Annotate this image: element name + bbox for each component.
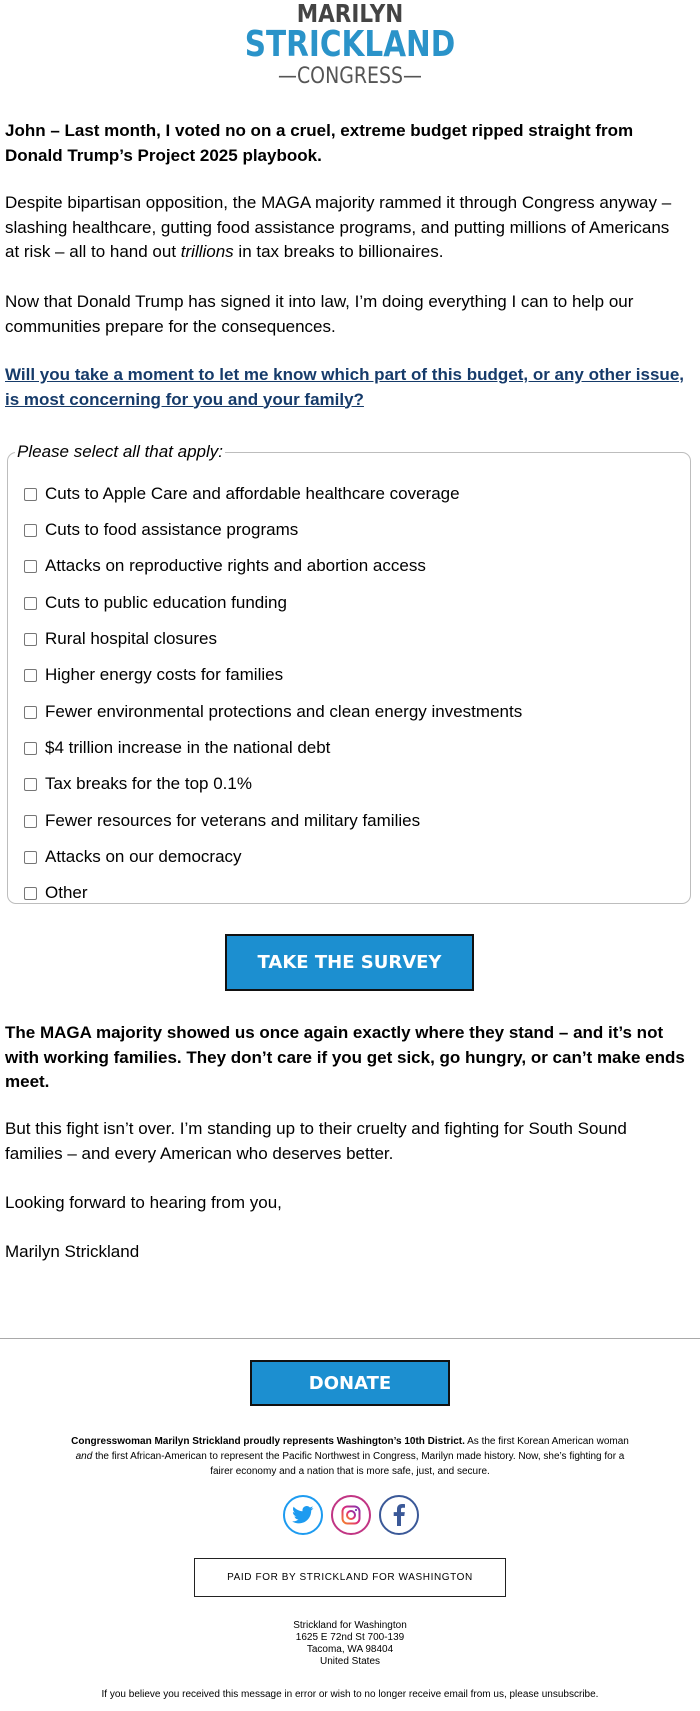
paragraph-bold-2 <box>5 1021 685 1095</box>
logo-line-1: MARILYN <box>296 0 404 28</box>
option-democracy[interactable] <box>24 845 242 869</box>
take-survey-button[interactable]: TAKE THE SURVEY <box>225 934 474 991</box>
unsubscribe-text[interactable]: If you believe you received this message in error or wish to no longer receive email from us, please unsubscribe. <box>101 1689 599 1700</box>
checkbox[interactable] <box>24 488 37 501</box>
address-line-1: Strickland for Washington <box>293 1620 407 1631</box>
option-public-education[interactable] <box>24 591 287 615</box>
checkbox[interactable] <box>24 742 37 755</box>
checkbox[interactable] <box>24 560 37 573</box>
option-label: Fewer resources for veterans and military families <box>45 811 421 830</box>
checkbox[interactable] <box>24 851 37 864</box>
about-part-1: As the first Korean American woman <box>464 1436 629 1447</box>
checkbox[interactable] <box>24 815 37 828</box>
survey-legend: Please select all that apply: <box>17 442 224 461</box>
checkbox[interactable] <box>24 669 37 682</box>
option-label: Fewer environmental protections and clean energy investments <box>45 702 523 721</box>
address-line-3: Tacoma, WA 98404 <box>306 1644 394 1655</box>
paragraph-6: Looking forward to hearing from you, <box>5 1193 282 1212</box>
logo <box>0 0 700 92</box>
paragraph-5: But this fight isn’t over. I’m standing up to their cruelty and fighting for South Sound families – and every American who deserves better. <box>5 1119 627 1163</box>
option-label: Other <box>45 883 88 902</box>
about-emphasis: and <box>75 1451 93 1462</box>
twitter-icon <box>292 1506 314 1524</box>
option-apple-care[interactable] <box>24 482 460 506</box>
option-food-assistance[interactable] <box>24 518 298 542</box>
option-rural-hospitals[interactable] <box>24 627 217 651</box>
option-label: Rural hospital closures <box>45 629 217 648</box>
option-veterans[interactable] <box>24 809 420 833</box>
donate-button[interactable]: DONATE <box>250 1360 450 1406</box>
instagram-icon <box>341 1505 361 1525</box>
logo-line-2: STRICKLAND <box>244 24 456 65</box>
option-other[interactable] <box>24 881 88 905</box>
signature: Marilyn Strickland <box>5 1242 140 1261</box>
paid-for-box: PAID FOR BY STRICKLAND FOR WASHINGTON <box>194 1558 506 1597</box>
option-energy-costs[interactable] <box>24 663 283 687</box>
paragraph-2-text: Despite bipartisan opposition, the MAGA majority rammed it through Congress anyway – slashing healthcare, gutting food assistance programs, and putting millions of Americans at risk – all to hand out <box>5 193 672 261</box>
checkbox[interactable] <box>24 706 37 719</box>
instagram-link[interactable] <box>331 1495 371 1535</box>
paragraph-3: Now that Donald Trump has signed it into law, I’m doing everything I can to help our communities prepare for the consequences. <box>5 292 634 336</box>
option-label: Tax breaks for the top 0.1% <box>45 774 252 793</box>
option-label: $4 trillion increase in the national debt <box>45 738 331 757</box>
facebook-link[interactable] <box>379 1495 419 1535</box>
option-reproductive-rights[interactable] <box>24 554 426 578</box>
checkbox[interactable] <box>24 778 37 791</box>
paragraph-bold-2-text: The MAGA majority showed us once again exactly where they stand – and it’s not with working families. They don’t care if you get sick, go hungry, or can’t make ends meet. <box>5 1023 685 1091</box>
checkbox[interactable] <box>24 887 37 900</box>
logo-line-3: —CONGRESS— <box>278 64 422 89</box>
option-label: Attacks on reproductive rights and abortion access <box>45 556 426 575</box>
about-part-2: the first African-American to represent the Pacific Northwest in Congress, Marilyn made history. Now, she’s fighting for a fairer economy and a nation that is more safe, just, and secure. <box>92 1451 625 1477</box>
checkbox[interactable] <box>24 524 37 537</box>
about-text <box>70 1434 630 1479</box>
paragraph-2-text-end: in tax breaks to billionaires. <box>233 242 444 261</box>
option-label: Cuts to Apple Care and affordable healthcare coverage <box>45 484 460 503</box>
about-bold: Congresswoman Marilyn Strickland proudly represents Washington’s 10th District. <box>71 1436 465 1447</box>
option-national-debt[interactable] <box>24 736 330 760</box>
facebook-icon <box>393 1504 405 1526</box>
checkbox[interactable] <box>24 597 37 610</box>
checkbox[interactable] <box>24 633 37 646</box>
survey-options <box>7 442 691 904</box>
option-tax-breaks[interactable] <box>24 772 252 796</box>
divider <box>0 1338 700 1339</box>
paragraph-2-emphasis: trillions <box>180 242 234 261</box>
option-environment[interactable] <box>24 700 522 724</box>
option-label: Cuts to public education funding <box>45 593 287 612</box>
intro-paragraph <box>5 119 685 168</box>
option-label: Higher energy costs for families <box>45 665 284 684</box>
option-label: Attacks on our democracy <box>45 847 242 866</box>
intro-bold-text: John – Last month, I voted no on a cruel, extreme budget ripped straight from Donald Trump’s Project 2025 playbook. <box>5 121 634 165</box>
twitter-link[interactable] <box>283 1495 323 1535</box>
survey-ask-link[interactable]: Will you take a moment to let me know which part of this budget, or any other issue, is most concerning for you and your family? <box>5 365 684 409</box>
address-line-4: United States <box>319 1656 381 1667</box>
address-line-2: 1625 E 72nd St 700-139 <box>295 1632 405 1643</box>
option-label: Cuts to food assistance programs <box>45 520 299 539</box>
paragraph-2 <box>5 191 685 265</box>
